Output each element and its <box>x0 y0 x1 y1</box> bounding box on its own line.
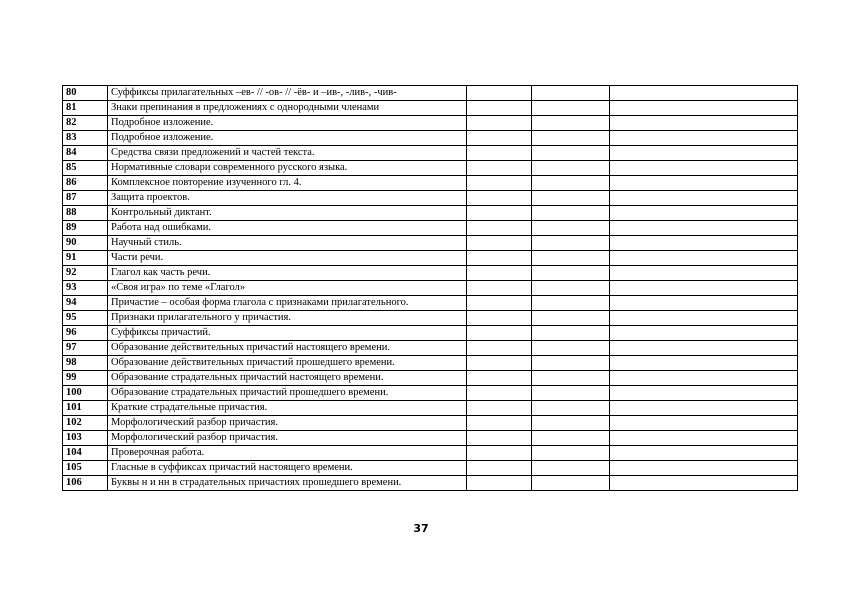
actual-date-cell <box>532 371 610 386</box>
lesson-topic: Средства связи предложений и частей текста. <box>108 146 467 161</box>
lesson-topic: Подробное изложение. <box>108 131 467 146</box>
table-row <box>63 266 798 281</box>
notes-cell <box>610 161 798 176</box>
lesson-number: 95 <box>63 311 108 326</box>
table-row <box>63 251 798 266</box>
actual-date-cell <box>532 161 610 176</box>
lesson-topic: Работа над ошибками. <box>108 221 467 236</box>
table-row <box>63 461 798 476</box>
lesson-number: 99 <box>63 371 108 386</box>
notes-cell <box>610 416 798 431</box>
planned-date-cell <box>467 401 532 416</box>
lesson-topic: Подробное изложение. <box>108 116 467 131</box>
table-row <box>63 401 798 416</box>
lesson-number: 97 <box>63 341 108 356</box>
lesson-number: 103 <box>63 431 108 446</box>
actual-date-cell <box>532 386 610 401</box>
lesson-number: 105 <box>63 461 108 476</box>
planned-date-cell <box>467 221 532 236</box>
notes-cell <box>610 341 798 356</box>
table-row <box>63 386 798 401</box>
table-row <box>63 326 798 341</box>
lesson-number: 100 <box>63 386 108 401</box>
actual-date-cell <box>532 191 610 206</box>
notes-cell <box>610 476 798 491</box>
notes-cell <box>610 401 798 416</box>
lesson-topic: Суффиксы причастий. <box>108 326 467 341</box>
lesson-number: 102 <box>63 416 108 431</box>
lesson-topic: Образование страдательных причастий прошедшего времени. <box>108 386 467 401</box>
lesson-number: 106 <box>63 476 108 491</box>
planned-date-cell <box>467 86 532 101</box>
notes-cell <box>610 206 798 221</box>
lesson-topic: Гласные в суффиксах причастий настоящего времени. <box>108 461 467 476</box>
lesson-topic: Глагол как часть речи. <box>108 266 467 281</box>
table-row <box>63 341 798 356</box>
planned-date-cell <box>467 461 532 476</box>
notes-cell <box>610 86 798 101</box>
notes-cell <box>610 146 798 161</box>
notes-cell <box>610 191 798 206</box>
lesson-number: 101 <box>63 401 108 416</box>
actual-date-cell <box>532 416 610 431</box>
lesson-topic: Краткие страдательные причастия. <box>108 401 467 416</box>
planned-date-cell <box>467 386 532 401</box>
actual-date-cell <box>532 281 610 296</box>
lesson-topic: Буквы н и нн в страдательных причастиях прошедшего времени. <box>108 476 467 491</box>
lesson-number: 96 <box>63 326 108 341</box>
lesson-topic: Образование действительных причастий настоящего времени. <box>108 341 467 356</box>
lesson-topic: Научный стиль. <box>108 236 467 251</box>
lesson-number: 81 <box>63 101 108 116</box>
lesson-number: 89 <box>63 221 108 236</box>
planned-date-cell <box>467 161 532 176</box>
planned-date-cell <box>467 326 532 341</box>
actual-date-cell <box>532 401 610 416</box>
lesson-topic: Проверочная работа. <box>108 446 467 461</box>
planned-date-cell <box>467 176 532 191</box>
actual-date-cell <box>532 146 610 161</box>
lesson-number: 104 <box>63 446 108 461</box>
lesson-number: 88 <box>63 206 108 221</box>
planned-date-cell <box>467 296 532 311</box>
lesson-topic: Признаки прилагательного у причастия. <box>108 311 467 326</box>
notes-cell <box>610 221 798 236</box>
notes-cell <box>610 251 798 266</box>
notes-cell <box>610 266 798 281</box>
table-row <box>63 311 798 326</box>
lesson-number: 85 <box>63 161 108 176</box>
table-row <box>63 356 798 371</box>
lesson-topic: Суффиксы прилагательных –ев- // -ов- // -ёв- и –ив-, -лив-, -чив- <box>108 86 467 101</box>
planned-date-cell <box>467 116 532 131</box>
table-row <box>63 206 798 221</box>
notes-cell <box>610 446 798 461</box>
table-row <box>63 431 798 446</box>
lesson-number: 91 <box>63 251 108 266</box>
table-row <box>63 131 798 146</box>
planned-date-cell <box>467 191 532 206</box>
lesson-number: 94 <box>63 296 108 311</box>
planned-date-cell <box>467 251 532 266</box>
lesson-table <box>62 85 798 491</box>
actual-date-cell <box>532 461 610 476</box>
table-row <box>63 371 798 386</box>
notes-cell <box>610 101 798 116</box>
actual-date-cell <box>532 236 610 251</box>
table-row <box>63 476 798 491</box>
lesson-number: 87 <box>63 191 108 206</box>
actual-date-cell <box>532 251 610 266</box>
table-row <box>63 146 798 161</box>
lesson-topic: Комплексное повторение изученного гл. 4. <box>108 176 467 191</box>
actual-date-cell <box>532 101 610 116</box>
notes-cell <box>610 176 798 191</box>
lesson-topic: Защита проектов. <box>108 191 467 206</box>
planned-date-cell <box>467 101 532 116</box>
lesson-topic: Части речи. <box>108 251 467 266</box>
lesson-topic: «Своя игра» по теме «Глагол» <box>108 281 467 296</box>
actual-date-cell <box>532 131 610 146</box>
notes-cell <box>610 326 798 341</box>
actual-date-cell <box>532 356 610 371</box>
planned-date-cell <box>467 476 532 491</box>
actual-date-cell <box>532 446 610 461</box>
actual-date-cell <box>532 266 610 281</box>
notes-cell <box>610 371 798 386</box>
actual-date-cell <box>532 311 610 326</box>
table-row <box>63 281 798 296</box>
lesson-topic: Морфологический разбор причастия. <box>108 416 467 431</box>
planned-date-cell <box>467 446 532 461</box>
planned-date-cell <box>467 281 532 296</box>
planned-date-cell <box>467 341 532 356</box>
notes-cell <box>610 296 798 311</box>
lesson-number: 86 <box>63 176 108 191</box>
planned-date-cell <box>467 371 532 386</box>
actual-date-cell <box>532 116 610 131</box>
planned-date-cell <box>467 356 532 371</box>
lesson-topic: Знаки препинания в предложениях с однородными членами <box>108 101 467 116</box>
table-row <box>63 416 798 431</box>
planned-date-cell <box>467 236 532 251</box>
table-row <box>63 101 798 116</box>
planned-date-cell <box>467 266 532 281</box>
table-row <box>63 176 798 191</box>
lesson-number: 80 <box>63 86 108 101</box>
lesson-topic: Морфологический разбор причастия. <box>108 431 467 446</box>
lesson-number: 84 <box>63 146 108 161</box>
actual-date-cell <box>532 431 610 446</box>
actual-date-cell <box>532 341 610 356</box>
notes-cell <box>610 236 798 251</box>
lesson-number: 92 <box>63 266 108 281</box>
table-row <box>63 236 798 251</box>
page-number: 37 <box>413 522 429 535</box>
lesson-table-body <box>63 86 798 491</box>
actual-date-cell <box>532 326 610 341</box>
notes-cell <box>610 356 798 371</box>
actual-date-cell <box>532 86 610 101</box>
actual-date-cell <box>532 221 610 236</box>
lesson-topic: Образование действительных причастий прошедшего времени. <box>108 356 467 371</box>
planned-date-cell <box>467 311 532 326</box>
table-row <box>63 296 798 311</box>
planned-date-cell <box>467 131 532 146</box>
actual-date-cell <box>532 296 610 311</box>
planned-date-cell <box>467 431 532 446</box>
actual-date-cell <box>532 476 610 491</box>
lesson-number: 93 <box>63 281 108 296</box>
table-row <box>63 86 798 101</box>
planned-date-cell <box>467 416 532 431</box>
lesson-topic: Образование страдательных причастий настоящего времени. <box>108 371 467 386</box>
notes-cell <box>610 281 798 296</box>
table-row <box>63 446 798 461</box>
lesson-number: 90 <box>63 236 108 251</box>
table-row <box>63 116 798 131</box>
lesson-number: 98 <box>63 356 108 371</box>
actual-date-cell <box>532 206 610 221</box>
lesson-topic: Причастие – особая форма глагола с признаками прилагательного. <box>108 296 467 311</box>
actual-date-cell <box>532 176 610 191</box>
notes-cell <box>610 131 798 146</box>
notes-cell <box>610 311 798 326</box>
notes-cell <box>610 431 798 446</box>
notes-cell <box>610 386 798 401</box>
lesson-topic: Контрольный диктант. <box>108 206 467 221</box>
lesson-topic: Нормативные словари современного русского языка. <box>108 161 467 176</box>
lesson-number: 82 <box>63 116 108 131</box>
planned-date-cell <box>467 206 532 221</box>
notes-cell <box>610 461 798 476</box>
planned-date-cell <box>467 146 532 161</box>
table-row <box>63 161 798 176</box>
notes-cell <box>610 116 798 131</box>
table-row <box>63 221 798 236</box>
table-row <box>63 191 798 206</box>
lesson-number: 83 <box>63 131 108 146</box>
